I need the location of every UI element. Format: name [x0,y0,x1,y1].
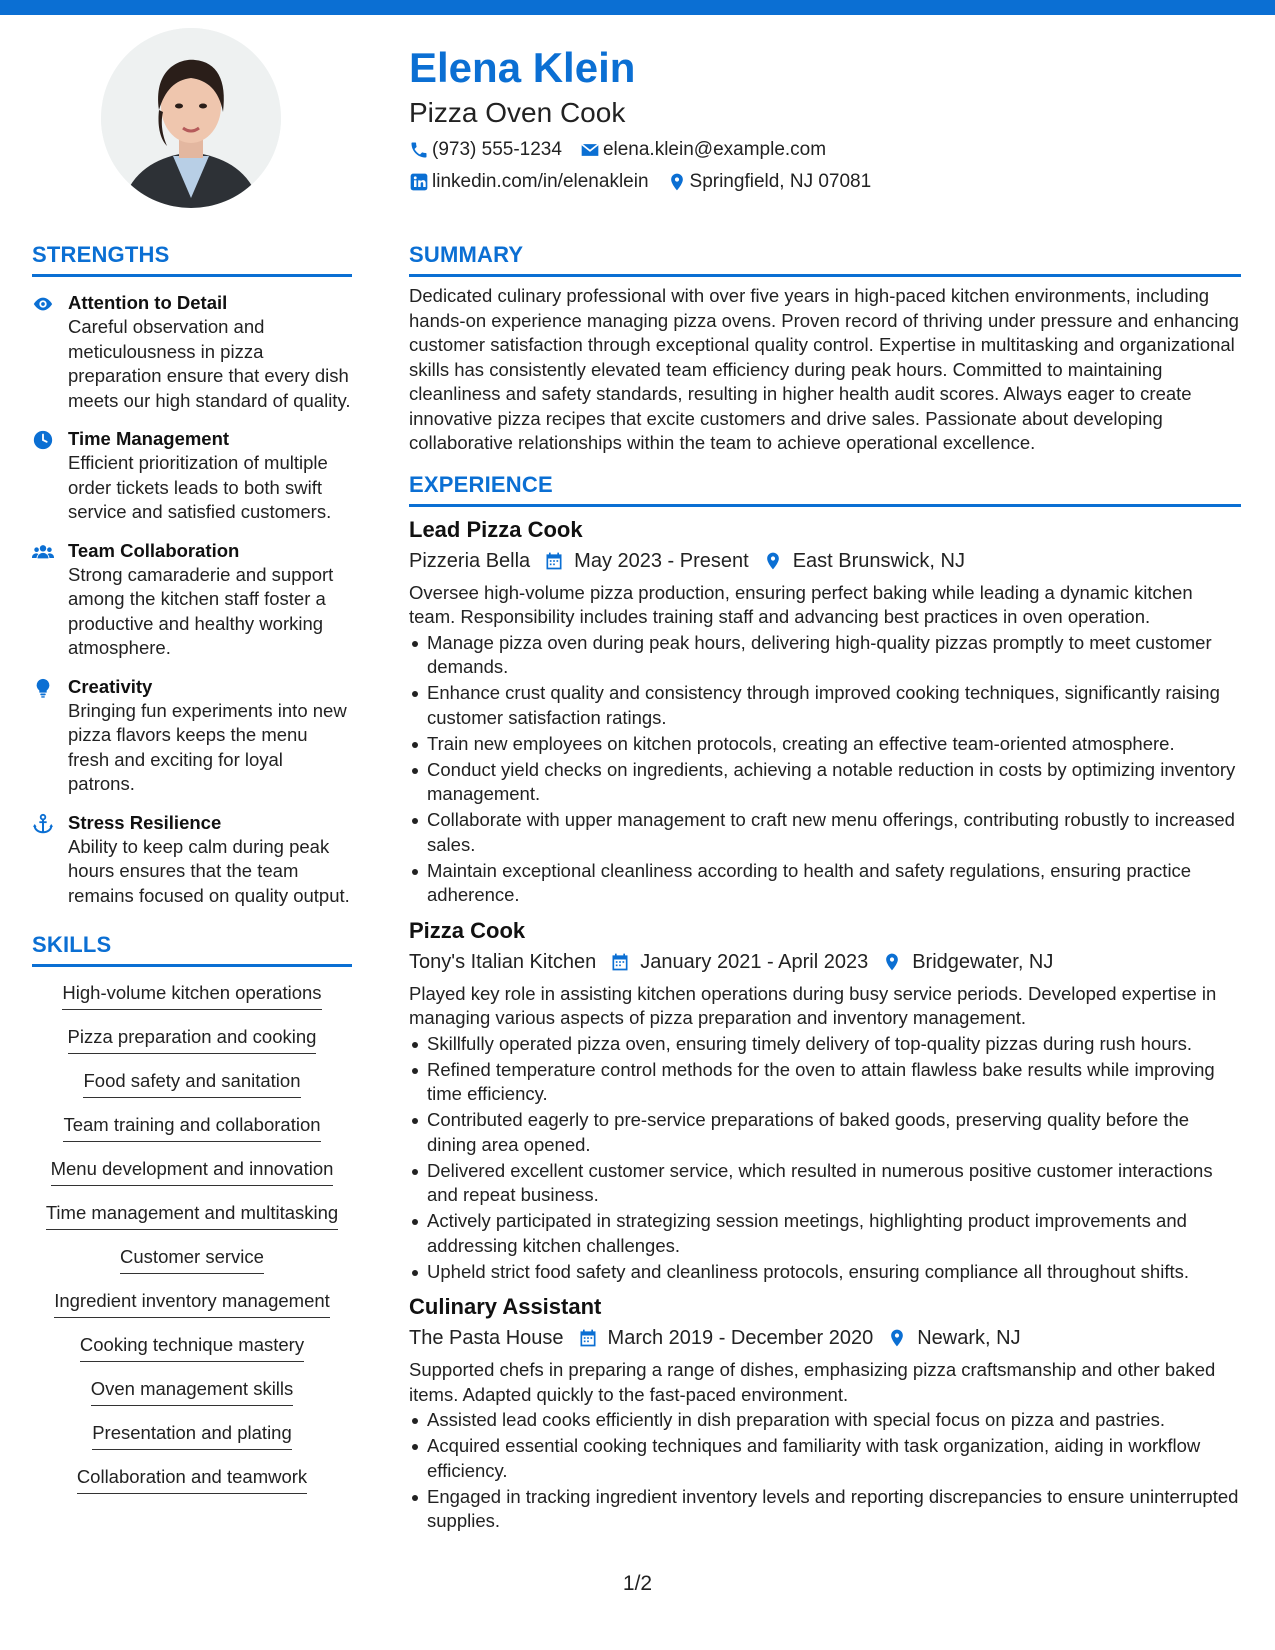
job-bullet: Actively participated in strategizing session meetings, highlighting product improvements and addressing kitchen challenges. [409,1209,1241,1258]
job-meta [409,1324,1241,1352]
job-company: The Pasta House [409,1327,564,1349]
skills-heading: SKILLS [32,930,352,967]
map-pin-icon [882,952,902,972]
eye-icon [32,293,54,315]
linkedin-text: linkedin.com/in/elenaklein [432,171,649,192]
strength-title: Creativity [68,675,153,697]
job-entry [409,515,1241,908]
strength-desc: Strong camaraderie and support among the kitchen staff foster a productive and healthy working atmosphere. [68,563,334,658]
strength-desc: Efficient prioritization of multiple order tickets leads to both swift service and satisfied customers. [68,452,332,522]
job-bullet: Refined temperature control methods for the oven to attain flawless bake results while improving time efficiency. [409,1058,1241,1107]
skill-item: Customer service [120,1245,264,1274]
contact-location [667,170,872,194]
job-bullet: Upheld strict food safety and cleanliness protocols, ensuring compliance all throughout shifts. [409,1260,1241,1285]
strength-item [32,811,352,909]
skill-item: Oven management skills [91,1377,294,1406]
job-bullet: Enhance crust quality and consistency through improved cooking techniques, significantly raising customer satisfaction ratings. [409,681,1241,730]
job-meta [409,948,1241,976]
strength-desc: Bringing fun experiments into new pizza flavors keeps the menu fresh and exciting for loyal patrons. [68,699,347,794]
page-number: 1/2 [622,1572,653,1595]
job-bullet: Assisted lead cooks efficiently in dish preparation with special focus on pizza and pastries. [409,1408,1241,1433]
contact-row-1 [409,138,1239,162]
lightbulb-icon [32,677,54,699]
avatar [101,28,281,208]
job-bullet: Skillfully operated pizza oven, ensuring timely delivery of top-quality pizzas during rush hours. [409,1032,1241,1057]
skill-item: Time management and multitasking [46,1201,338,1230]
job-title: Pizza Cook [409,917,526,943]
job-bullet: Collaborate with upper management to craft new menu offerings, contributing robustly to increased sales. [409,808,1241,857]
location-text: Springfield, NJ 07081 [689,171,872,192]
resume-header [409,40,1239,194]
profile-photo [101,28,281,208]
job-bullet: Delivered excellent customer service, which resulted in numerous positive customer interactions and repeat business. [409,1159,1241,1208]
strength-item [32,427,352,525]
job-meta [409,547,1241,575]
job-bullet: Conduct yield checks on ingredients, achieving a notable reduction in costs by optimizing inventory management. [409,758,1241,807]
skill-item: Ingredient inventory management [54,1289,330,1318]
strength-desc: Ability to keep calm during peak hours ensures that the team remains focused on quality output. [68,835,350,906]
job-entry [409,916,1241,1285]
skill-item: Team training and collaboration [63,1113,320,1142]
top-accent-bar [0,0,1275,15]
strength-title: Attention to Detail [68,292,228,313]
strength-title: Stress Resilience [68,811,222,833]
candidate-role: Pizza Oven Cook [409,97,626,128]
job-dates: March 2019 - December 2020 [607,1327,874,1349]
summary-text: Dedicated culinary professional with over five years in high-paced kitchen environments, including hands-on experience managing pizza ovens. Proven record of thriving under pressure and enhancing customer satisfaction through exceptional quality control. Expertise in multitasking and organizational skills has consistently elevated team efficiency during peak hours. Committed to maintaining cleanliness and safety standards, resulting in higher health audit scores. Always eager to create innovative pizza recipes that excite customers and drive sales. Passionate about developing collaborative relationships within the team to achieve operational excellence. [409,285,1239,453]
calendar-icon [610,952,630,972]
calendar-icon [544,551,564,571]
skill-item: Menu development and innovation [51,1157,334,1186]
job-description: Oversee high-volume pizza production, ensuring perfect baking while leading a dynamic kitchen team. Responsibility includes training staff and advancing best practices in oven operation. [409,581,1193,627]
strength-item [32,675,352,797]
phone-text: (973) 555-1234 [432,139,562,160]
summary-heading: SUMMARY [409,240,1241,277]
strengths-heading: STRENGTHS [32,240,352,277]
job-bullet: Acquired essential cooking techniques and familiarity with task organization, aiding in workflow efficiency. [409,1434,1241,1483]
map-pin-icon [763,551,783,571]
strength-item [32,291,352,413]
job-dates: January 2021 - April 2023 [640,950,869,973]
job-title: Lead Pizza Cook [409,516,583,542]
job-location: Bridgewater, NJ [912,950,1054,973]
job-company: Tony's Italian Kitchen [409,950,597,973]
candidate-name: Elena Klein [409,44,636,91]
job-bullet: Manage pizza oven during peak hours, delivering high-quality pizzas promptly to meet customer demands. [409,631,1241,680]
skill-item: Cooking technique mastery [80,1333,304,1362]
job-bullet: Engaged in tracking ingredient inventory levels and reporting discrepancies to ensure uninterrupted supplies. [409,1485,1241,1534]
envelope-icon [580,140,600,160]
job-location: East Brunswick, NJ [792,549,965,572]
left-column [32,240,352,1509]
contact-linkedin[interactable] [409,170,649,194]
job-location: Newark, NJ [917,1327,1021,1349]
strength-title: Team Collaboration [68,539,240,561]
job-bullets [409,1032,1241,1285]
calendar-icon [578,1328,598,1348]
job-description: Supported chefs in preparing a range of dishes, emphasizing pizza craftsmanship and other baked items. Adapted quickly to the fast-paced environment. [409,1359,1216,1405]
job-title: Culinary Assistant [409,1294,602,1319]
strength-item [32,539,352,661]
clock-icon [32,429,54,451]
linkedin-icon [409,172,429,192]
experience-heading: EXPERIENCE [409,470,1241,507]
job-bullet: Contributed eagerly to pre-service preparations of baked goods, preserving quality before the dining area opened. [409,1108,1241,1157]
phone-icon [409,140,429,160]
skill-item: Presentation and plating [92,1421,292,1450]
job-bullet: Maintain exceptional cleanliness according to health and safety regulations, ensuring practice adherence. [409,859,1241,908]
job-bullets [409,631,1241,908]
skill-item: Pizza preparation and cooking [68,1025,317,1054]
job-bullet: Train new employees on kitchen protocols, creating an effective team-oriented atmosphere. [409,732,1241,757]
map-pin-icon [667,172,687,192]
job-entry [409,1292,1241,1534]
skill-item: Collaboration and teamwork [77,1465,307,1494]
strength-title: Time Management [68,428,230,449]
job-company: Pizzeria Bella [409,549,531,572]
anchor-icon [32,813,54,835]
map-pin-icon [887,1328,907,1348]
skill-item: Food safety and sanitation [83,1069,300,1098]
contact-email[interactable] [580,138,826,162]
skills-list [32,981,352,1509]
contact-row-2 [409,170,1239,194]
strength-desc: Careful observation and meticulousness in pizza preparation ensure that every dish meets our high standard of quality. [68,316,351,411]
skill-item: High-volume kitchen operations [62,981,321,1010]
contact-phone[interactable] [409,138,562,162]
users-icon [32,541,54,563]
job-description: Played key role in assisting kitchen operations during busy service periods. Developed expertise in managing various aspects of pizza preparation and inventory management. [409,982,1217,1028]
right-column [409,240,1241,1535]
email-text: elena.klein@example.com [602,139,827,160]
job-bullets [409,1408,1241,1534]
job-dates: May 2023 - Present [574,549,749,572]
